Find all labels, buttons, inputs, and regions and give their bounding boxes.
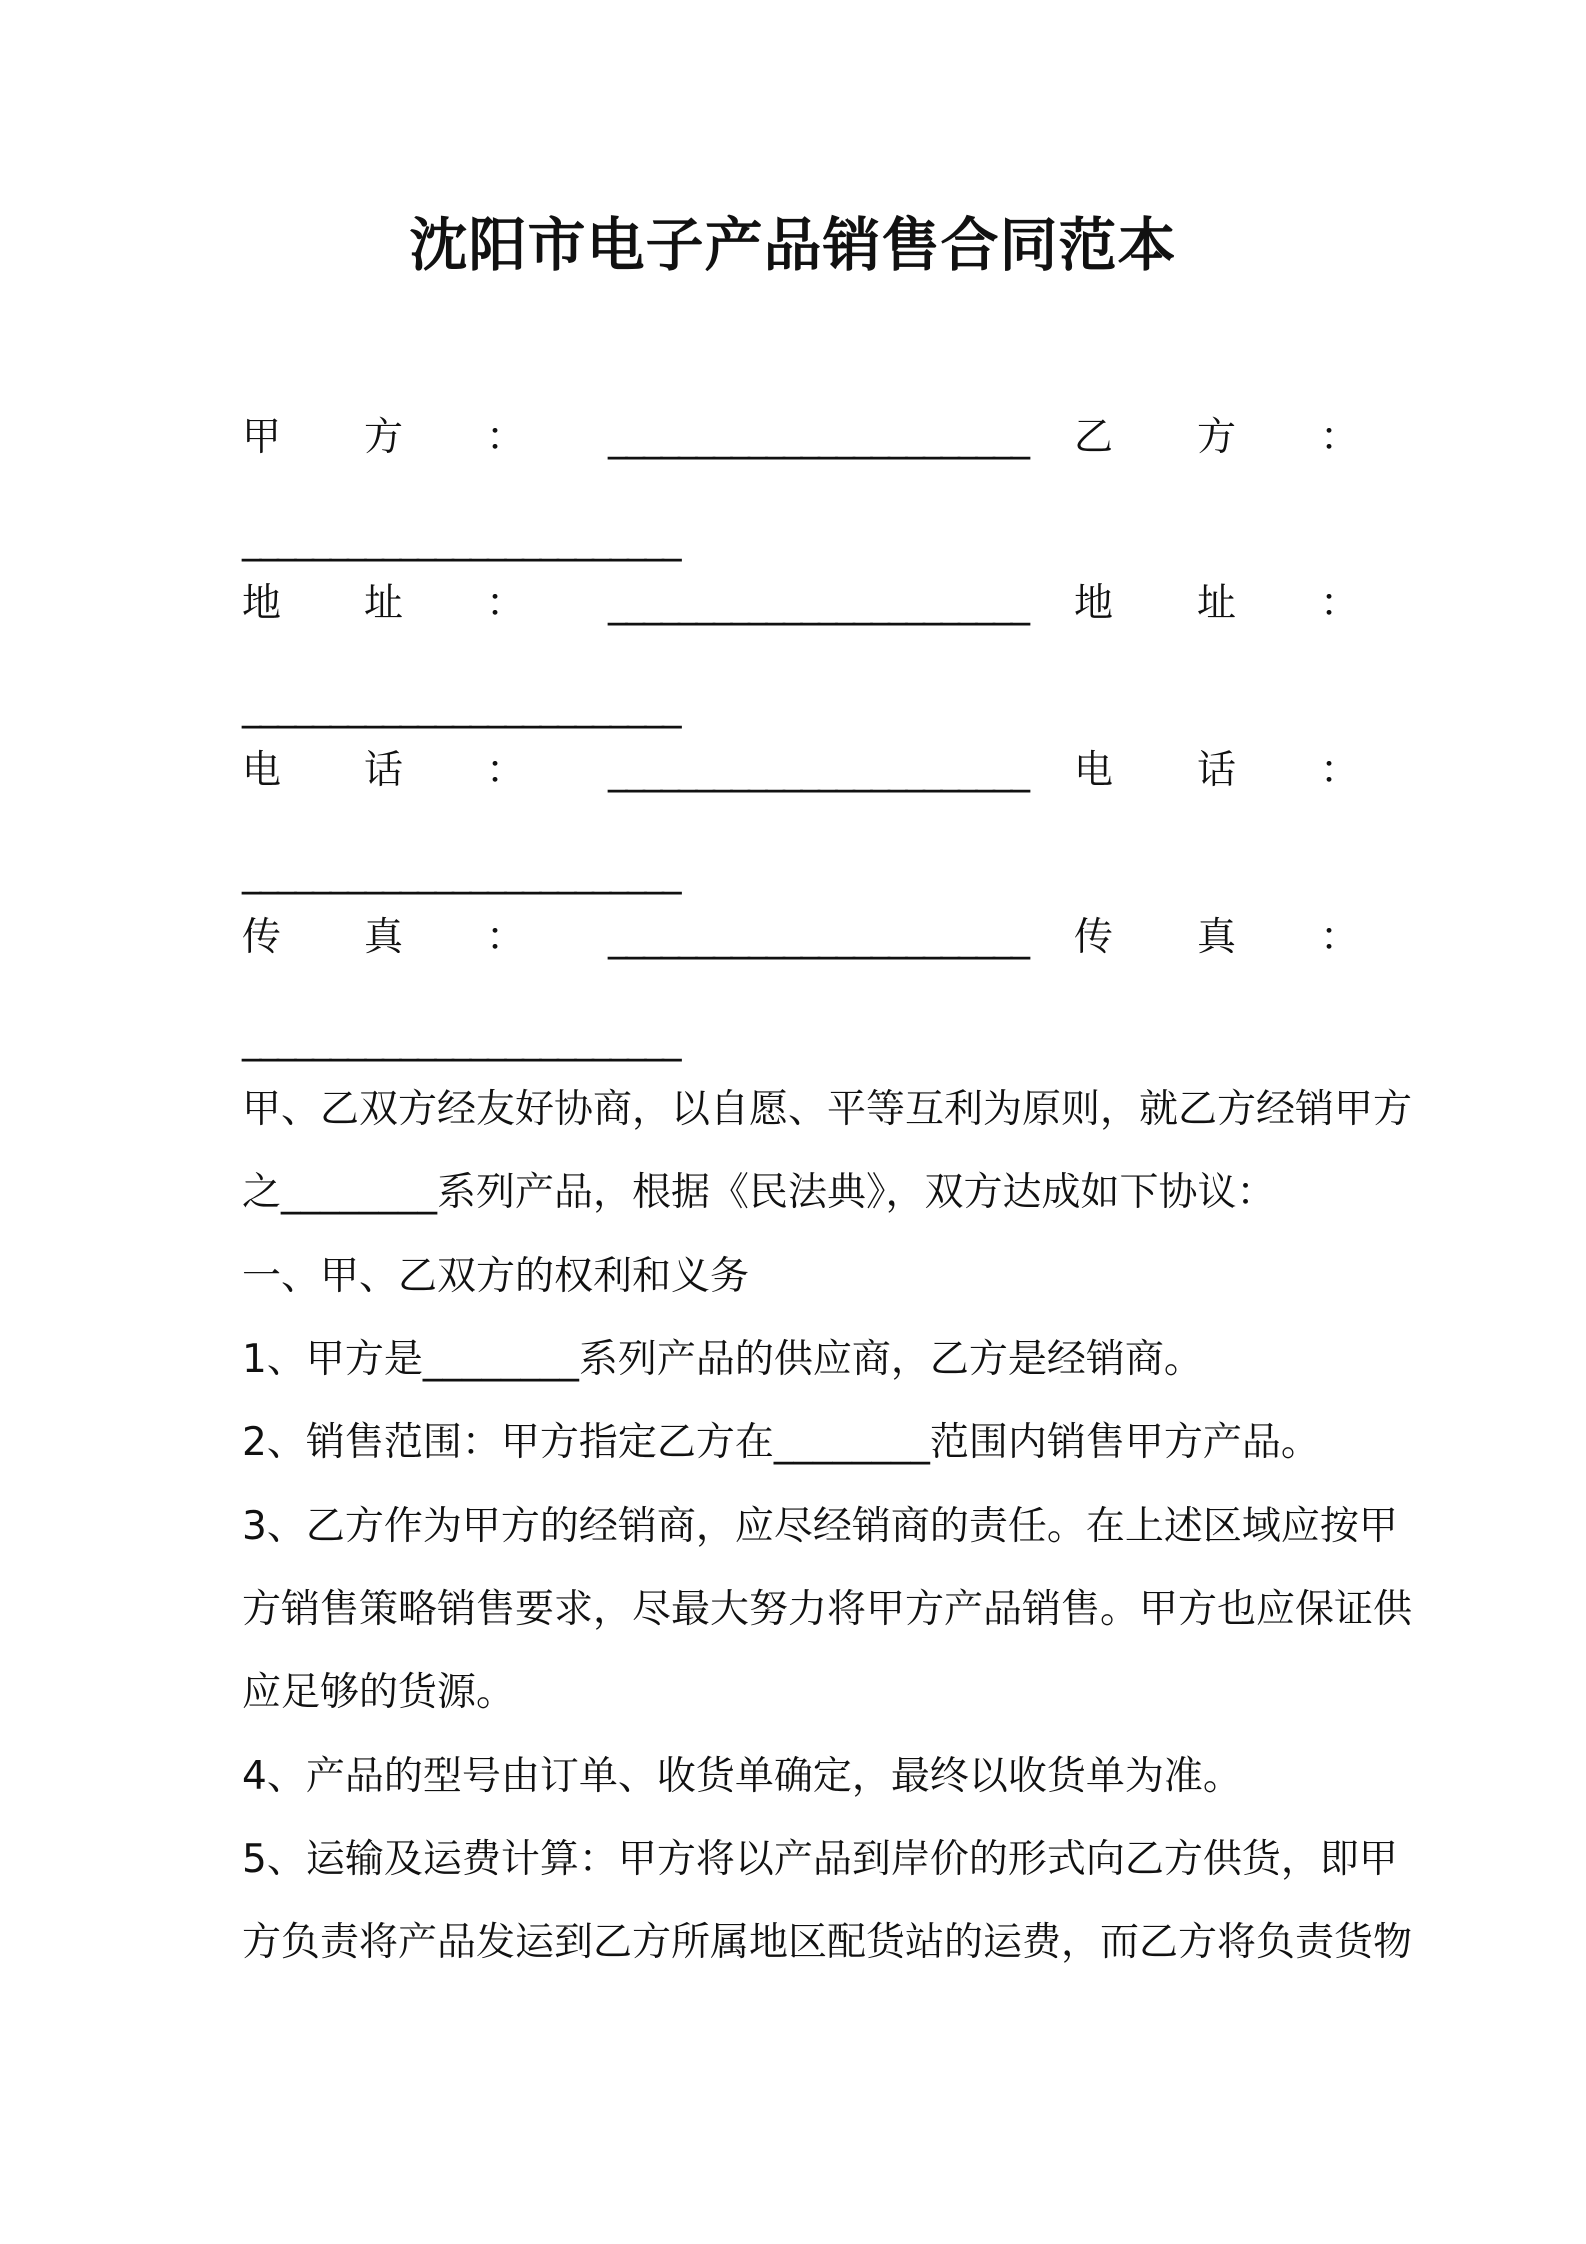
fax-b-colon: ： (1320, 915, 1360, 960)
fax-a-colon: ： (486, 915, 526, 960)
phone-a-blank: ________________________ (608, 748, 1028, 793)
address-a-blank: ________________________ (608, 581, 1028, 626)
fax-b-label-char2: 真 (1197, 915, 1237, 960)
document-title: 沈阳市电子产品销售合同范本 (409, 211, 1177, 279)
intro-line-1: 甲、乙双方经友好协商，以自愿、平等互利为原则，就乙方经销甲方 (242, 1087, 1413, 1132)
party-row-phone (242, 741, 1360, 801)
clause-1: 1、甲方是________系列产品的供应商，乙方是经销商。 (242, 1337, 1203, 1382)
party-b-colon: ： (1320, 415, 1360, 460)
clause-3-line-2: 方销售策略销售要求，尽最大努力将甲方产品销售。甲方也应保证供 (242, 1587, 1413, 1632)
fax-a-blank: ________________________ (608, 915, 1028, 960)
clause-5-line-2: 方负责将产品发运到乙方所属地区配货站的运费，而乙方将负责货物 (242, 1920, 1413, 1965)
party-row-address (242, 574, 1360, 634)
address-b-label-char2: 址 (1197, 581, 1237, 626)
clause-3-line-1: 3、乙方作为甲方的经销商，应尽经销商的责任。在上述区域应按甲 (242, 1504, 1398, 1549)
phone-a-colon: ： (486, 748, 526, 793)
fax-a-label-char1: 传 (242, 915, 282, 960)
clause-5-line-1: 5、运输及运费计算：甲方将以产品到岸价的形式向乙方供货，即甲 (242, 1837, 1398, 1882)
fax-b-blank: _________________________ (242, 1017, 680, 1062)
clause-4: 4、产品的型号由订单、收货单确定，最终以收货单为准。 (242, 1754, 1242, 1799)
party-a-label-char2: 方 (364, 415, 404, 460)
intro-line-2: 之________系列产品，根据《民法典》，双方达成如下协议： (242, 1170, 1276, 1215)
fax-b-label-char1: 传 (1074, 915, 1114, 960)
phone-a-label-char2: 话 (364, 748, 404, 793)
phone-b-blank: _________________________ (242, 850, 680, 895)
phone-b-colon: ： (1320, 748, 1360, 793)
address-b-colon: ： (1320, 581, 1360, 626)
party-b-name-blank: _________________________ (242, 517, 680, 562)
address-a-label-char2: 址 (364, 581, 404, 626)
party-row-fax (242, 908, 1360, 968)
party-row-name (242, 408, 1360, 468)
address-b-label-char1: 地 (1074, 581, 1114, 626)
party-a-name-blank: ________________________ (608, 415, 1028, 460)
party-a-label-char1: 甲 (242, 415, 282, 460)
fax-a-label-char2: 真 (364, 915, 404, 960)
party-a-colon: ： (486, 415, 526, 460)
phone-a-label-char1: 电 (242, 748, 282, 793)
phone-b-label-char1: 电 (1074, 748, 1114, 793)
phone-b-label-char2: 话 (1197, 748, 1237, 793)
address-a-label-char1: 地 (242, 581, 282, 626)
address-b-blank: _________________________ (242, 684, 680, 729)
party-b-label-char2: 方 (1197, 415, 1237, 460)
clause-3-line-3: 应足够的货源。 (242, 1670, 516, 1715)
address-a-colon: ： (486, 581, 526, 626)
section-heading-1: 一、甲、乙双方的权利和义务 (242, 1254, 750, 1299)
party-b-label-char1: 乙 (1074, 415, 1114, 460)
clause-2: 2、销售范围：甲方指定乙方在________范围内销售甲方产品。 (242, 1420, 1320, 1465)
